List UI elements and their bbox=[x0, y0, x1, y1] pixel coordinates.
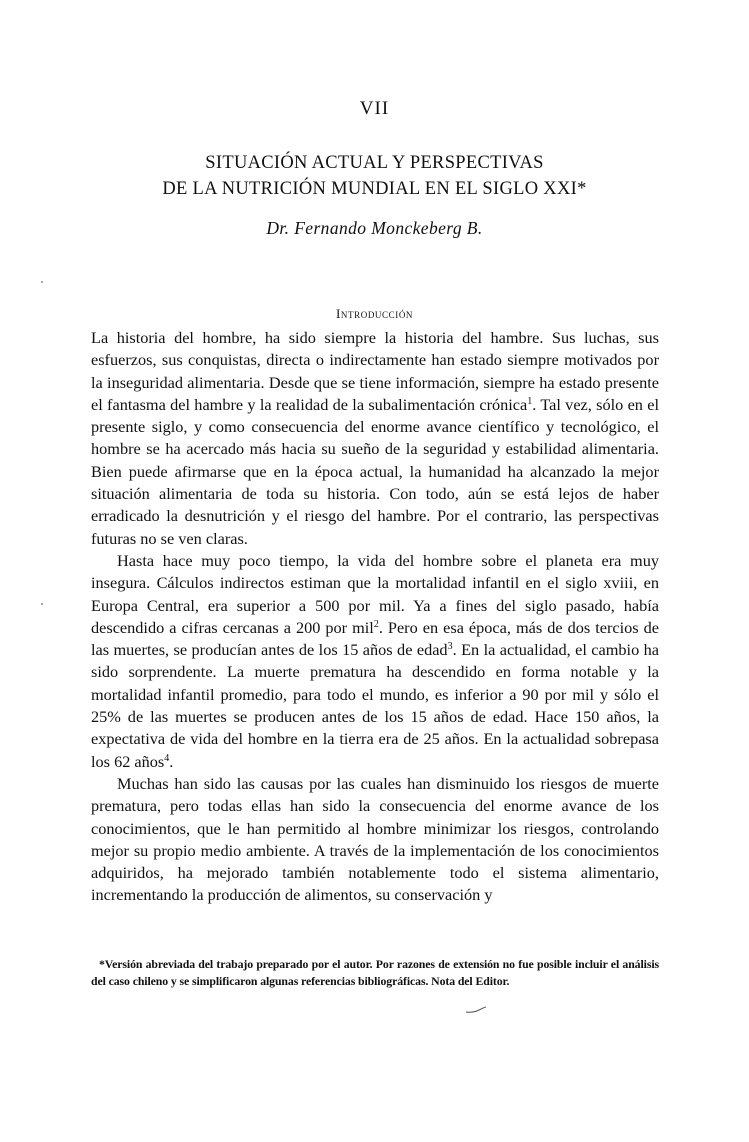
century-numeral: xviii bbox=[603, 573, 634, 593]
footnote-ref-2: 2 bbox=[373, 618, 379, 630]
chapter-title bbox=[0, 150, 749, 202]
paragraph-2-text-a: Hasta hace muy poco tiempo, la vida del hombre sobre el planeta era muy insegura. Cálculos indirectos estiman que la mortalidad infantil en el siglo bbox=[91, 550, 659, 593]
paragraph-2-text-b: , en Europa Central, era superior a 500 por mil. Ya a fines del siglo pasado, había descendido a cifras cercanas a 200 por mil bbox=[91, 573, 659, 637]
paragraph-2-text-d: . En la actualidad, el cambio ha sido sorprendente. La muerte prematura ha descendido en forma notable y la mortalidad infantil promedio, para todo el mundo, es inferior a 90 por mil y sólo el 25% de las muertes se producen antes de los 15 años de edad. Hace 150 años, la expectativa de vida del hombre en la tierra era de 25 años. En la actualidad sobrepasa los 62 años bbox=[91, 640, 659, 771]
footnote-text: *Versión abreviada del trabajo preparado por el autor. Por razones de extensión no fue posible incluir el análisis del caso chileno y se simplificaron algunas referencias bibliográficas. Nota del Editor. bbox=[91, 957, 659, 988]
paragraph-1-text-b: . Tal vez, sólo en el presente siglo, y como consecuencia del enorme avance científico y tecnológico, el hombre se ha acercado más hacia su sueño de la seguridad y estabilidad alimentaria. Bien puede afirmarse que en la época actual, la humanidad ha alcanzado la mejor situación alimentaria de toda su historia. Con todo, aún se está lejos de haber erradicado la desnutrición y el riesgo del hambre. Por el contrario, las perspectivas futuras no se ven claras. bbox=[91, 394, 659, 548]
editor-footnote bbox=[91, 956, 659, 990]
paragraph-3: Muchas han sido las causas por las cuales han disminuido los riesgos de muerte prematura, pero todas ellas han sido la consecuencia del enorme avance de los conocimientos, que le han permitido al hombre minimizar los riesgos, controlando mejor su propio medio ambiente. A través de la implementación de los conocimientos adquiridos, ha mejorado también notablemente todo el sistema alimentario, incrementando la producción de alimentos, su conservación y bbox=[91, 773, 659, 905]
paragraph-2-text-c: . Pero en esa época, más de dos tercios de las muertes, se producían antes de los 15 años de edad bbox=[91, 617, 659, 660]
scan-mark bbox=[465, 1006, 487, 1014]
section-heading: Introducción bbox=[335, 306, 414, 321]
paragraph-2 bbox=[91, 550, 659, 773]
footnote-ref-1: 1 bbox=[527, 395, 533, 407]
chapter-number: VII bbox=[359, 98, 390, 119]
author-name: Dr. Fernando Monckeberg B. bbox=[266, 218, 483, 238]
paragraph-1-text-a: La historia del hombre, ha sido siempre la historia del hambre. Sus luchas, sus esfuerzos, sus conquistas, directa o indirectamente han estado siempre motivados por la inseguridad alimentaria. Desde que se tiene información, siempre ha estado presente el fantasma del hambre y la realidad de la subalimentación crónica bbox=[91, 328, 659, 414]
footnote-ref-4: 4 bbox=[164, 752, 170, 764]
scan-speck bbox=[41, 281, 43, 283]
paragraph-1 bbox=[91, 327, 659, 550]
title-line-2: DE LA NUTRICIÓN MUNDIAL EN EL SIGLO XXI* bbox=[162, 179, 587, 199]
scan-speck bbox=[41, 603, 43, 605]
footnote-ref-3: 3 bbox=[447, 641, 453, 653]
paragraph-2-text-e: . bbox=[169, 751, 174, 771]
title-line-1: SITUACIÓN ACTUAL Y PERSPECTIVAS bbox=[205, 153, 544, 173]
body-text bbox=[91, 327, 659, 907]
